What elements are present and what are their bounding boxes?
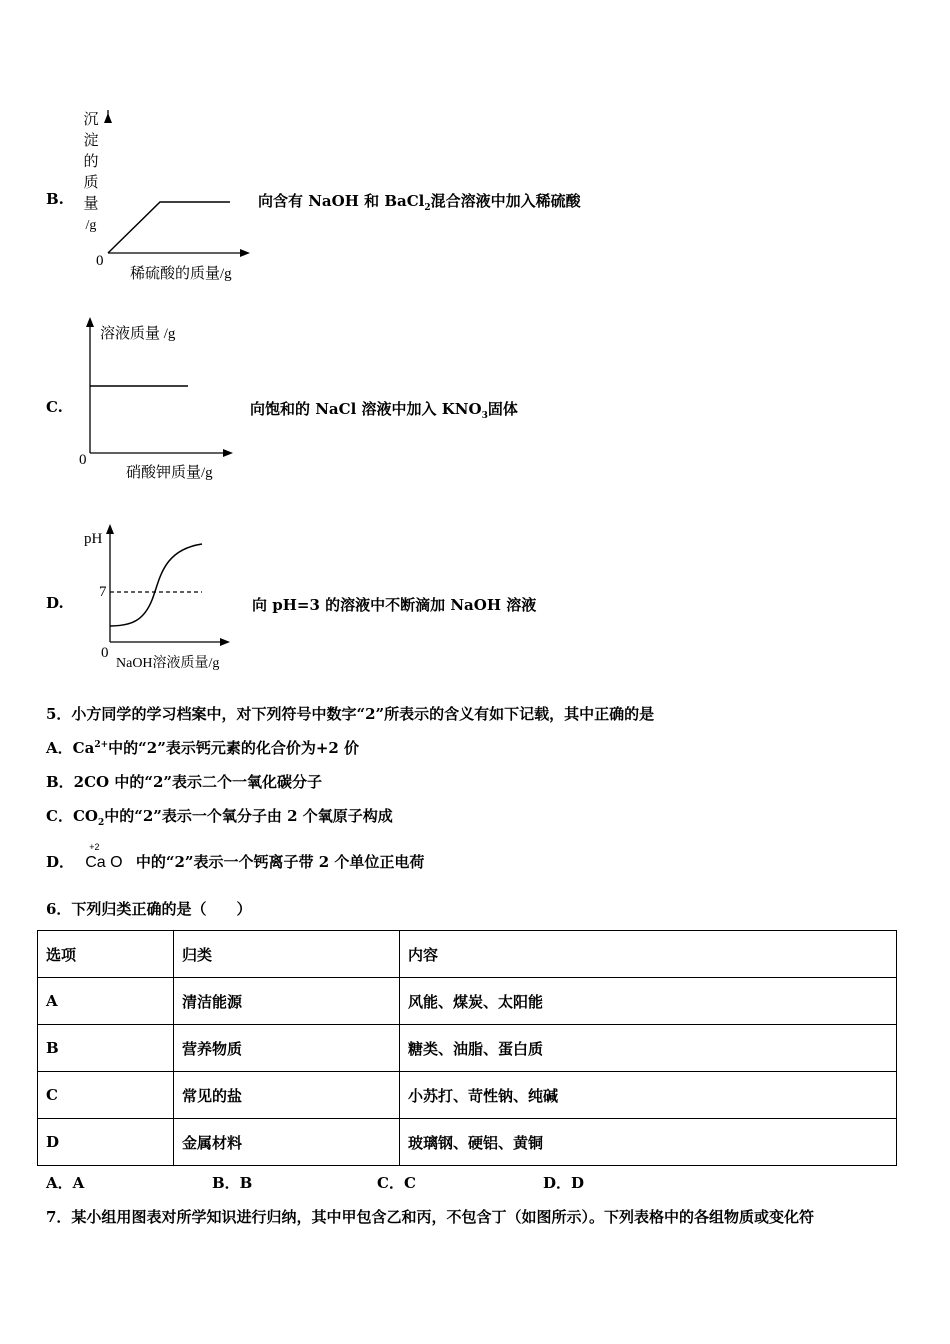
q6-table (37, 930, 897, 1166)
table-cell: 糖类、油脂、蛋白质 (400, 1025, 897, 1072)
q6-answer-a[interactable]: A．A (46, 1174, 85, 1192)
graph-b-ylabel: 沉 淀 的 质 量 /g (83, 112, 99, 233)
graph-d-ylabel: pH (84, 531, 103, 547)
graph-b-curve (108, 202, 230, 253)
table-cell: C (38, 1072, 174, 1119)
graph-b-x-arrow (240, 249, 250, 257)
table-header-cell: 选项 (38, 931, 174, 978)
graph-d-origin: 0 (101, 645, 109, 661)
table-row (38, 1025, 897, 1072)
graph-c-origin: 0 (79, 452, 87, 468)
option-c-label: C. (46, 398, 63, 416)
table-cell: 常见的盐 (174, 1072, 400, 1119)
table-cell: 营养物质 (174, 1025, 400, 1072)
table-row (38, 1072, 897, 1119)
graph-d-description: 向 pH=3 的溶液中不断滴加 NaOH 溶液 (252, 596, 537, 614)
table-row (38, 1119, 897, 1166)
graph-d-x-arrow (220, 638, 230, 646)
q5-stem: 5．小方同学的学习档案中，对下列符号中数字“2”所表示的含义有如下记载，其中正确的是 (46, 705, 655, 723)
table-header-cell: 归类 (174, 931, 400, 978)
graph-d-y-arrow (106, 524, 114, 534)
q6-stem: 6．下列归类正确的是（ ） (46, 900, 252, 918)
q5-option-d: D． +2 Ca O 中的“2”表示一个钙离子带 2 个单位正电荷 (46, 842, 425, 871)
table-cell: 金属材料 (174, 1119, 400, 1166)
graph-c-y-arrow (86, 317, 94, 327)
option-b-label: B. (46, 190, 64, 208)
graph-d-curve (110, 544, 202, 626)
q5-option-b: B．2CO 中的“2”表示二个一氧化碳分子 (46, 773, 323, 791)
graph-d-plot (102, 520, 242, 650)
graph-b-origin: 0 (96, 253, 104, 269)
table-cell: 小苏打、苛性钠、纯碱 (400, 1072, 897, 1119)
table-cell: 玻璃钢、硬铝、黄铜 (400, 1119, 897, 1166)
graph-d-tick-7: 7 (99, 584, 107, 600)
graph-c-xlabel: 硝酸钾质量/g (126, 465, 213, 481)
graph-c-ylabel: 溶液质量 /g (100, 326, 176, 342)
table-cell: 风能、煤炭、太阳能 (400, 978, 897, 1025)
table-row (38, 978, 897, 1025)
graph-c-x-arrow (223, 449, 233, 457)
q5-d-formula: +2 Ca O (85, 842, 123, 871)
table-cell: B (38, 1025, 174, 1072)
option-d-label: D. (46, 594, 64, 612)
q5-option-a: A．$Ca^{2+}$中的“2”表示钙元素的化合价为+2 价 (46, 739, 360, 757)
graph-b-xlabel: 稀硫酸的质量/g (130, 266, 232, 282)
q7-stem: 7．某小组用图表对所学知识进行归纳，其中甲包含乙和丙，不包含丁（如图所示）。下列表格中的各组物质或变化符 (46, 1208, 814, 1226)
table-cell: D (38, 1119, 174, 1166)
table-cell: A (38, 978, 174, 1025)
graph-d-xlabel: NaOH溶液质量/g (116, 656, 220, 671)
table-header-row (38, 931, 897, 978)
graph-b-y-arrow (104, 113, 112, 123)
q5-option-c: C．$CO_2$中的“2”表示一个氧分子由 2 个氧原子构成 (46, 807, 393, 828)
table-header-cell: 内容 (400, 931, 897, 978)
graph-b-description: 向含有 NaOH 和 BaCl$_2$混合溶液中加入稀硫酸 (258, 192, 581, 213)
graph-c-description: 向饱和的 NaCl 溶液中加入 $KNO_3$固体 (250, 400, 518, 421)
q6-answer-d[interactable]: D．D (543, 1174, 585, 1192)
q6-answer-c[interactable]: C．C (377, 1174, 416, 1192)
table-cell: 清洁能源 (174, 978, 400, 1025)
q6-answer-b[interactable]: B．B (212, 1174, 253, 1192)
graph-b-plot (100, 110, 260, 260)
